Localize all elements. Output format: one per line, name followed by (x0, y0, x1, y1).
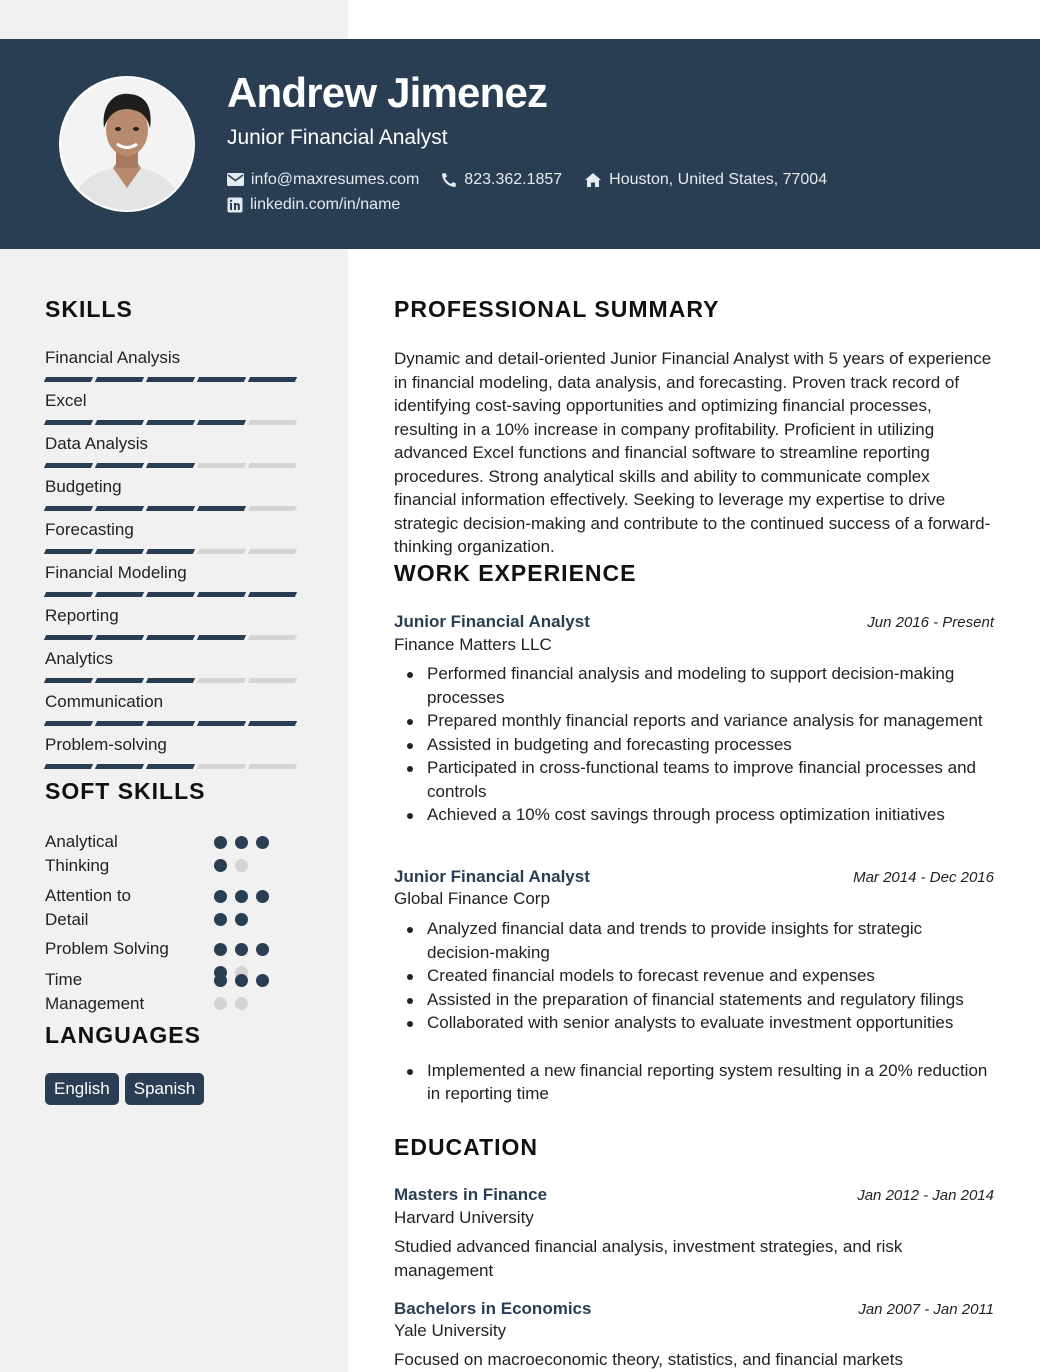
soft-skill-level-dot (256, 943, 269, 956)
skill-level-bar (45, 678, 305, 683)
skill-level-segment (248, 420, 297, 425)
soft-skill-level-dot (235, 997, 248, 1010)
skill-level-segment (44, 506, 93, 511)
soft-skill-level-dot (214, 859, 227, 872)
education-dates: Jan 2012 - Jan 2014 (857, 1187, 994, 1204)
skill-level-segment (44, 420, 93, 425)
skill-level-segment (197, 635, 246, 640)
skill-level-segment (44, 721, 93, 726)
skill-level-segment (44, 764, 93, 769)
contact-address (584, 171, 827, 189)
linkedin-text: linkedin.com/in/name (250, 195, 401, 213)
email-text: info@maxresumes.com (251, 170, 420, 188)
soft-skill-level-dot (256, 890, 269, 903)
skill-level-segment (146, 420, 195, 425)
skill-level-segment (248, 377, 297, 382)
skill-name: Problem-solving (45, 735, 167, 754)
skill-level-segment (248, 678, 297, 683)
skill-level-segment (146, 721, 195, 726)
soft-skill-level-dot (214, 997, 227, 1010)
job-bullet: Implemented a new financial reporting system resulting in a 20% reduction in reporting time (394, 1059, 994, 1106)
skill-level-segment (146, 678, 195, 683)
skill-name: Analytics (45, 649, 114, 668)
soft-skills-section (45, 778, 305, 805)
soft-skill-level-dot (235, 943, 248, 956)
skill-level-segment (197, 764, 246, 769)
education-section (394, 1134, 994, 1161)
linkedin-icon (227, 197, 243, 213)
skill-level-segment (44, 377, 93, 382)
phone-icon (441, 172, 457, 188)
skill-item (45, 691, 305, 734)
education-heading: EDUCATION (394, 1134, 539, 1160)
soft-skill-level-dots (214, 974, 290, 1020)
soft-skill-item (45, 937, 305, 961)
skill-level-segment (146, 463, 195, 468)
skill-level-bar (45, 635, 305, 640)
skill-item (45, 734, 305, 777)
skill-item (45, 605, 305, 648)
skill-name: Data Analysis (45, 434, 148, 453)
soft-skill-level-dots (214, 836, 290, 882)
soft-skill-name: Analytical Thinking (45, 832, 118, 875)
soft-skill-level-dot (235, 890, 248, 903)
summary-heading: PROFESSIONAL SUMMARY (394, 296, 720, 322)
education-entry (394, 1299, 994, 1372)
job-entry (394, 612, 994, 827)
soft-skill-level-dot (235, 913, 248, 926)
person-photo-icon (61, 78, 193, 210)
job-dates: Jun 2016 - Present (867, 614, 994, 631)
skill-level-segment (146, 506, 195, 511)
skill-level-segment (95, 678, 144, 683)
skill-level-segment (95, 635, 144, 640)
soft-skill-item (45, 830, 305, 877)
contact-linkedin[interactable] (227, 196, 400, 214)
skill-level-segment (197, 463, 246, 468)
soft-skill-name: Problem Solving (45, 939, 169, 958)
skill-level-segment (248, 549, 297, 554)
job-bullet: Prepared monthly financial reports and variance analysis for management (394, 709, 994, 733)
soft-skill-level-dot (256, 974, 269, 987)
summary-section (394, 296, 994, 323)
skill-item (45, 433, 305, 476)
job-entry (394, 867, 994, 1106)
soft-skills-heading: SOFT SKILLS (45, 778, 206, 804)
soft-skill-level-dot (235, 974, 248, 987)
contact-info (227, 167, 1007, 217)
skill-item (45, 476, 305, 519)
skill-level-bar (45, 377, 305, 382)
skill-level-segment (248, 506, 297, 511)
skill-level-segment (197, 592, 246, 597)
skill-level-bar (45, 506, 305, 511)
home-icon (584, 172, 602, 188)
skill-level-segment (95, 592, 144, 597)
job-title: Junior Financial Analyst (394, 867, 590, 886)
skill-level-bar (45, 721, 305, 726)
school-name: Yale University (394, 1321, 507, 1340)
skill-level-segment (146, 635, 195, 640)
skill-level-segment (44, 549, 93, 554)
skill-item (45, 648, 305, 691)
candidate-title: Junior Financial Analyst (227, 126, 448, 149)
skill-name: Financial Modeling (45, 563, 187, 582)
skill-level-segment (95, 377, 144, 382)
soft-skill-level-dot (214, 836, 227, 849)
soft-skill-name: Attention to Detail (45, 886, 132, 929)
experience-section (394, 560, 994, 587)
skills-heading: SKILLS (45, 296, 133, 322)
skill-level-segment (44, 635, 93, 640)
candidate-name: Andrew Jimenez (227, 69, 548, 116)
skill-level-segment (44, 678, 93, 683)
skill-level-segment (95, 463, 144, 468)
skill-level-segment (248, 592, 297, 597)
job-bullets (394, 917, 994, 1106)
skill-level-segment (248, 764, 297, 769)
skill-level-segment (95, 764, 144, 769)
skill-level-segment (248, 721, 297, 726)
skill-name: Financial Analysis (45, 348, 181, 367)
contact-phone[interactable] (441, 171, 562, 189)
skill-level-segment (44, 463, 93, 468)
skill-level-segment (197, 506, 246, 511)
skill-name: Reporting (45, 606, 119, 625)
skill-level-segment (95, 506, 144, 511)
education-description: Focused on macroeconomic theory, statistics, and financial markets (394, 1350, 903, 1369)
education-entry (394, 1185, 994, 1282)
languages-list (45, 1073, 305, 1105)
address-text: Houston, United States, 77004 (609, 170, 828, 188)
skill-level-segment (146, 764, 195, 769)
skill-level-segment (146, 549, 195, 554)
avatar (59, 76, 195, 212)
skill-level-segment (146, 377, 195, 382)
experience-heading: WORK EXPERIENCE (394, 560, 637, 586)
soft-skill-item (45, 884, 305, 931)
skill-item (45, 562, 305, 605)
soft-skill-level-dot (214, 974, 227, 987)
education-description: Studied advanced financial analysis, investment strategies, and risk management (394, 1237, 903, 1280)
job-bullet: Performed financial analysis and modeling to support decision-making processes (394, 662, 994, 709)
skill-level-segment (197, 549, 246, 554)
skill-level-bar (45, 764, 305, 769)
resume-header (0, 39, 1040, 249)
job-company: Finance Matters LLC (394, 635, 552, 654)
soft-skill-level-dot (235, 836, 248, 849)
skill-item (45, 519, 305, 562)
job-bullet: Analyzed financial data and trends to provide insights for strategic decision-making (394, 917, 994, 964)
skill-level-segment (197, 420, 246, 425)
job-bullet: Assisted in the preparation of financial statements and regulatory filings (394, 988, 994, 1012)
skill-name: Budgeting (45, 477, 122, 496)
skill-level-bar (45, 420, 305, 425)
soft-skill-level-dot (235, 859, 248, 872)
skill-level-segment (95, 549, 144, 554)
job-bullets (394, 662, 994, 827)
degree-title: Bachelors in Economics (394, 1299, 592, 1318)
soft-skill-level-dots (214, 890, 290, 936)
skill-level-segment (95, 721, 144, 726)
soft-skill-level-dot (214, 943, 227, 956)
soft-skill-level-dot (214, 890, 227, 903)
job-dates: Mar 2014 - Dec 2016 (853, 869, 994, 886)
skill-level-segment (248, 463, 297, 468)
job-bullet: Assisted in budgeting and forecasting processes (394, 733, 994, 757)
job-title: Junior Financial Analyst (394, 612, 590, 631)
skill-name: Forecasting (45, 520, 134, 539)
skill-item (45, 390, 305, 433)
phone-text: 823.362.1857 (464, 170, 563, 188)
skill-level-segment (146, 592, 195, 597)
soft-skill-level-dot (256, 836, 269, 849)
language-chip: English (45, 1073, 119, 1105)
envelope-icon (227, 173, 244, 186)
job-bullet: Participated in cross-functional teams to improve financial processes and controls (394, 756, 994, 803)
languages-heading: LANGUAGES (45, 1022, 201, 1048)
degree-title: Masters in Finance (394, 1185, 548, 1204)
skill-item (45, 347, 305, 390)
job-bullet: Achieved a 10% cost savings through process optimization initiatives (394, 803, 994, 827)
skill-level-segment (248, 635, 297, 640)
skill-level-bar (45, 592, 305, 597)
skills-section (45, 296, 305, 323)
soft-skill-name: Time Management (45, 970, 145, 1013)
soft-skill-level-dot (214, 913, 227, 926)
skills-list (45, 347, 305, 777)
skill-level-segment (197, 721, 246, 726)
skill-level-segment (44, 592, 93, 597)
job-bullet: Collaborated with senior analysts to evaluate investment opportunities (394, 1011, 994, 1035)
soft-skill-item (45, 968, 305, 1015)
skill-level-segment (197, 377, 246, 382)
language-chip: Spanish (125, 1073, 204, 1105)
job-company: Global Finance Corp (394, 889, 550, 908)
skill-level-bar (45, 549, 305, 554)
skill-level-bar (45, 463, 305, 468)
languages-section (45, 1022, 305, 1049)
job-bullet: Created financial models to forecast revenue and expenses (394, 964, 994, 988)
skill-level-segment (197, 678, 246, 683)
school-name: Harvard University (394, 1208, 534, 1227)
skill-name: Communication (45, 692, 164, 711)
skill-level-segment (95, 420, 144, 425)
education-dates: Jan 2007 - Jan 2011 (858, 1301, 994, 1318)
skill-name: Excel (45, 391, 87, 410)
contact-email[interactable] (227, 171, 419, 189)
summary-text: Dynamic and detail-oriented Junior Financial Analyst with 5 years of experience in financial modeling, data analysis, and forecasting. Proven track record of identifying cost-saving opportunities and optimizing financial processes, resulting in a 10% increase in company profitability. Proficient in utilizing advanced Excel functions and financial software to streamline reporting procedures. Strong analytical skills and ability to communicate complex financial information effectively. Seeking to leverage my expertise to drive strategic decision-making and contribute to the continued success of a forward-thinking organization. (394, 349, 992, 556)
